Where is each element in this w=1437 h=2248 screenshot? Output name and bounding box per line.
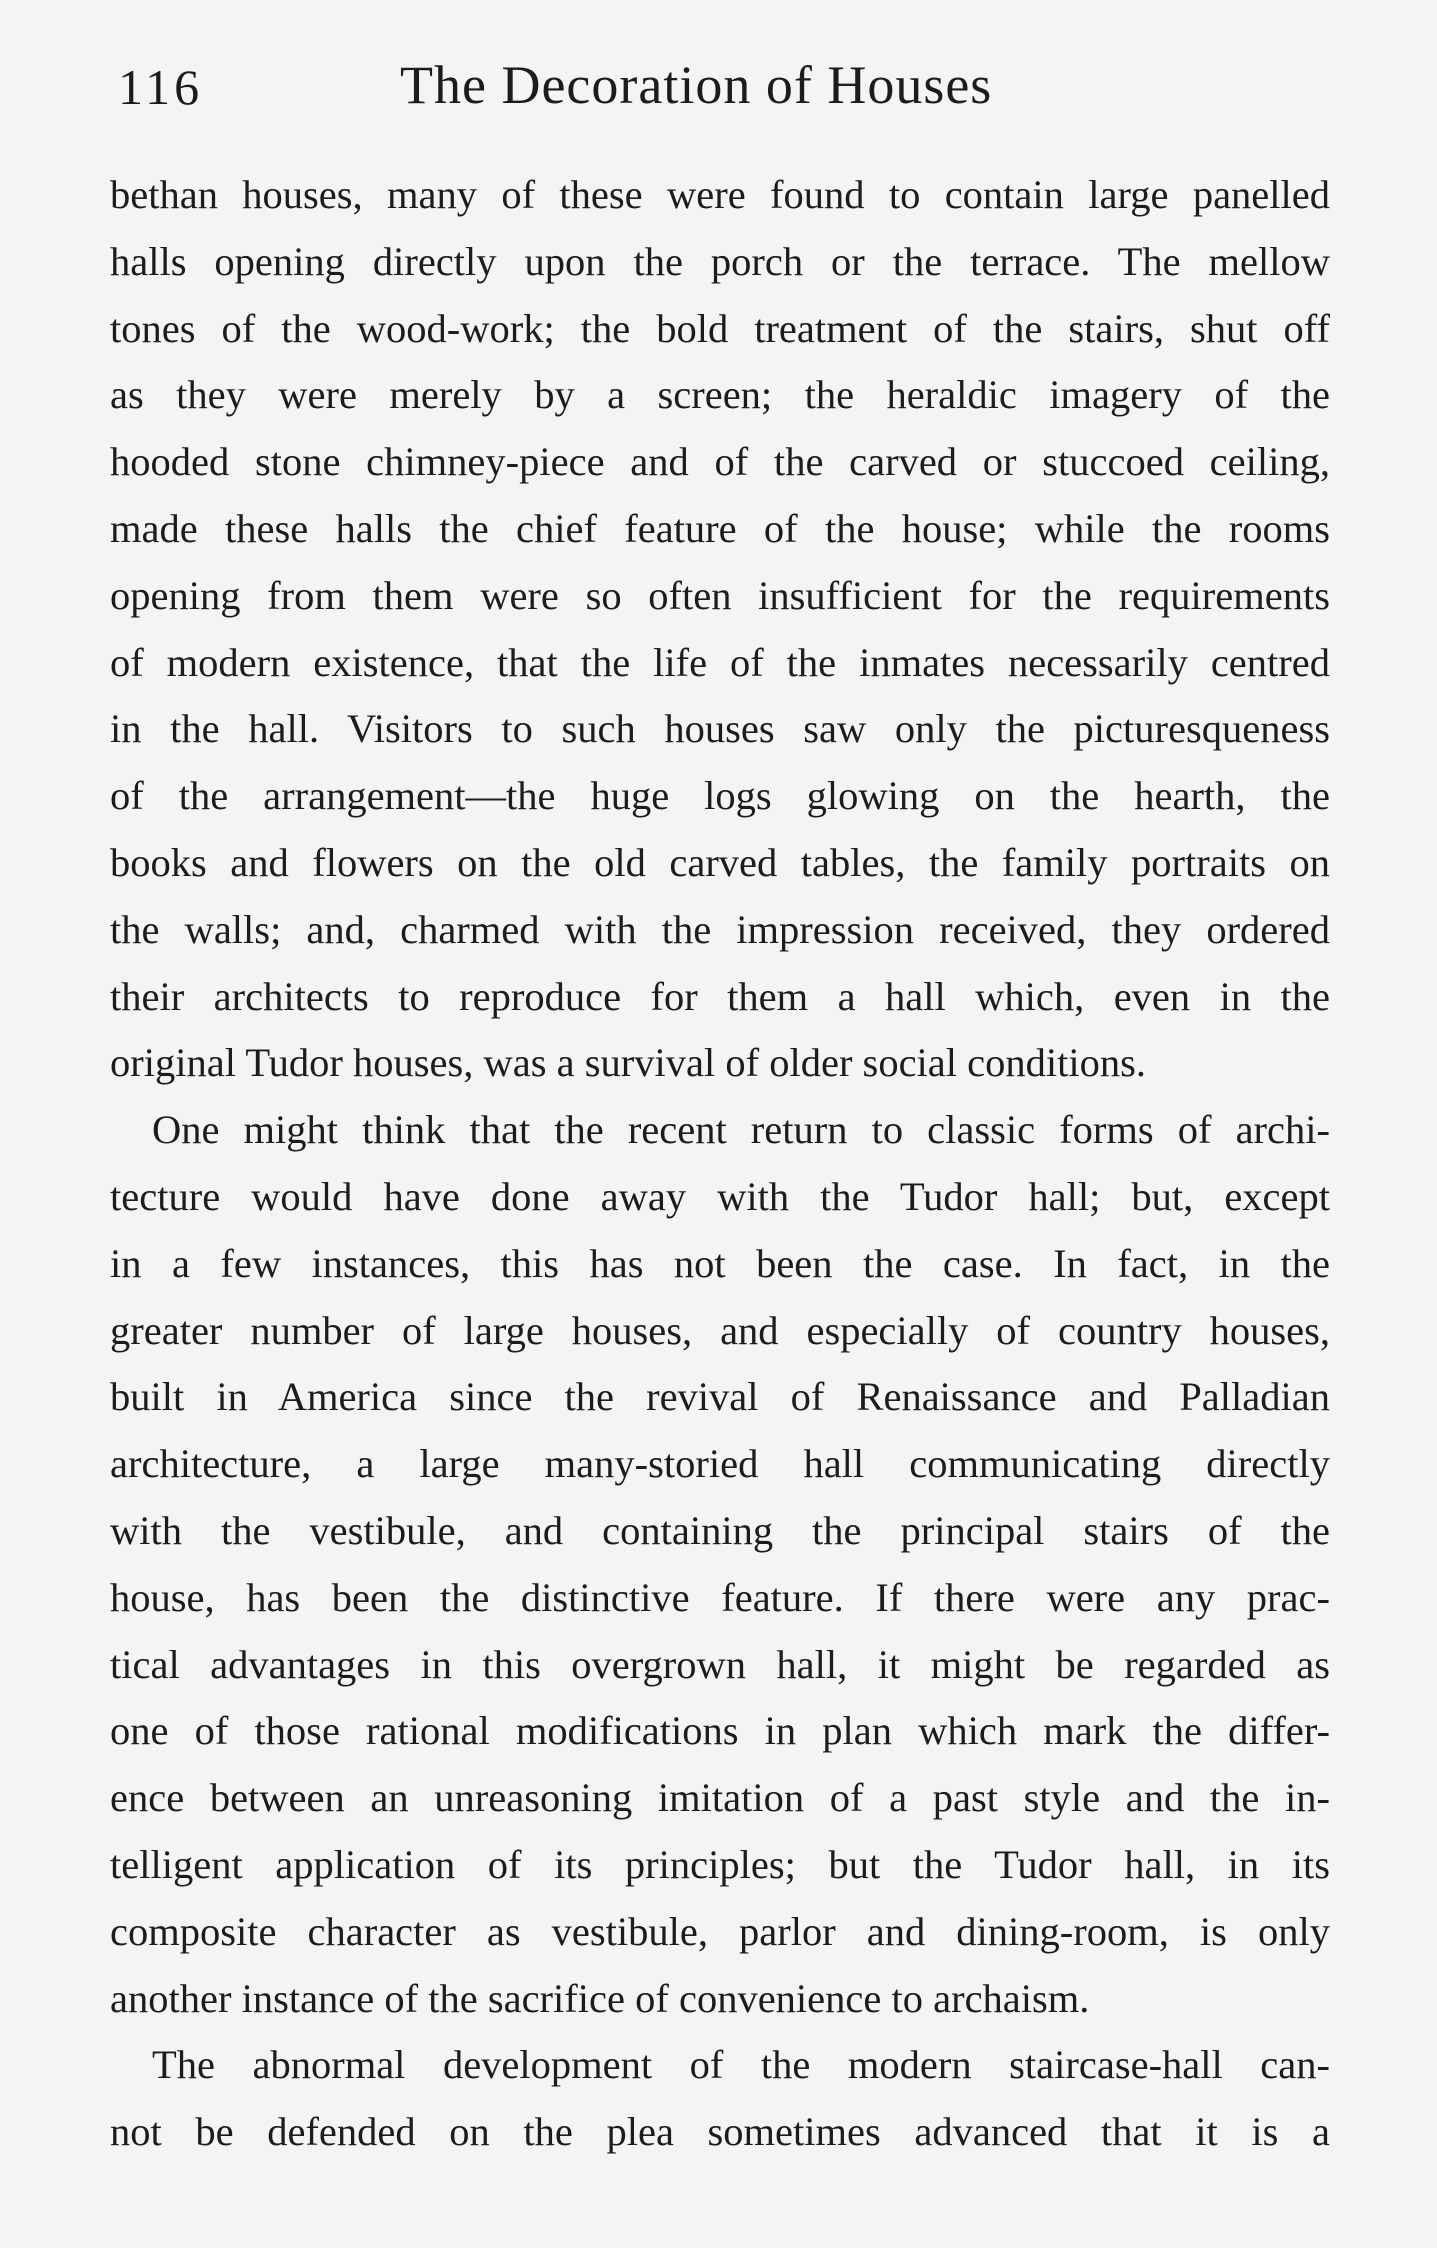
text-line: the walls; and, charmed with the impression received, they ordered [110, 906, 1330, 952]
text-line: greater number of large houses, and especially of country houses, [110, 1307, 1330, 1353]
text-line: made these halls the chief feature of the house; while the rooms [110, 505, 1330, 551]
text-line: The abnormal development of the modern staircase-hall can- [152, 2042, 1330, 2088]
text-line: original Tudor houses, was a survival of older social conditions. [110, 1040, 1147, 1086]
running-title: The Decoration of Houses [400, 55, 993, 115]
text-line: telligent application of its principles; but the Tudor hall, in its [110, 1841, 1330, 1887]
text-line: house, has been the distinctive feature. If there were any prac- [110, 1574, 1330, 1620]
text-line: of modern existence, that the life of the inmates necessarily centred [110, 639, 1330, 685]
text-line: tecture would have done away with the Tudor hall; but, except [110, 1173, 1330, 1219]
text-line: books and flowers on the old carved tables, the family portraits on [110, 839, 1330, 885]
text-line: not be defended on the plea sometimes advanced that it is a [110, 2109, 1330, 2155]
text-line: built in America since the revival of Renaissance and Palladian [110, 1374, 1330, 1420]
text-line: architecture, a large many-storied hall communicating directly [110, 1441, 1330, 1487]
text-line: tical advantages in this overgrown hall, it might be regarded as [110, 1641, 1330, 1687]
body-text [110, 162, 1330, 2166]
text-line: one of those rational modifications in plan which mark the differ- [110, 1708, 1330, 1754]
running-head [110, 50, 1330, 130]
text-line: of the arrangement—the huge logs glowing on the hearth, the [110, 773, 1330, 819]
page-number: 116 [118, 59, 204, 115]
text-line: in the hall. Visitors to such houses saw only the picturesqueness [110, 706, 1330, 752]
text-line: tones of the wood-work; the bold treatment of the stairs, shut off [110, 305, 1330, 351]
text-line: ence between an unreasoning imitation of a past style and the in- [110, 1775, 1330, 1821]
text-line: with the vestibule, and containing the principal stairs of the [110, 1507, 1330, 1553]
text-line: as they were merely by a screen; the heraldic imagery of the [110, 372, 1330, 418]
text-line: their architects to reproduce for them a hall which, even in the [110, 973, 1330, 1019]
text-line: in a few instances, this has not been the case. In fact, in the [110, 1240, 1330, 1286]
text-line: hooded stone chimney-piece and of the carved or stuccoed ceiling, [110, 439, 1330, 485]
text-line: opening from them were so often insufficient for the requirements [110, 572, 1330, 618]
text-line: bethan houses, many of these were found to contain large panelled [110, 172, 1330, 217]
text-line: halls opening directly upon the porch or the terrace. The mellow [110, 238, 1330, 284]
text-line: One might think that the recent return to classic forms of archi- [152, 1107, 1330, 1153]
text-line: composite character as vestibule, parlor and dining-room, is only [110, 1908, 1330, 1954]
text-line: another instance of the sacrifice of convenience to archaism. [110, 1975, 1090, 2021]
